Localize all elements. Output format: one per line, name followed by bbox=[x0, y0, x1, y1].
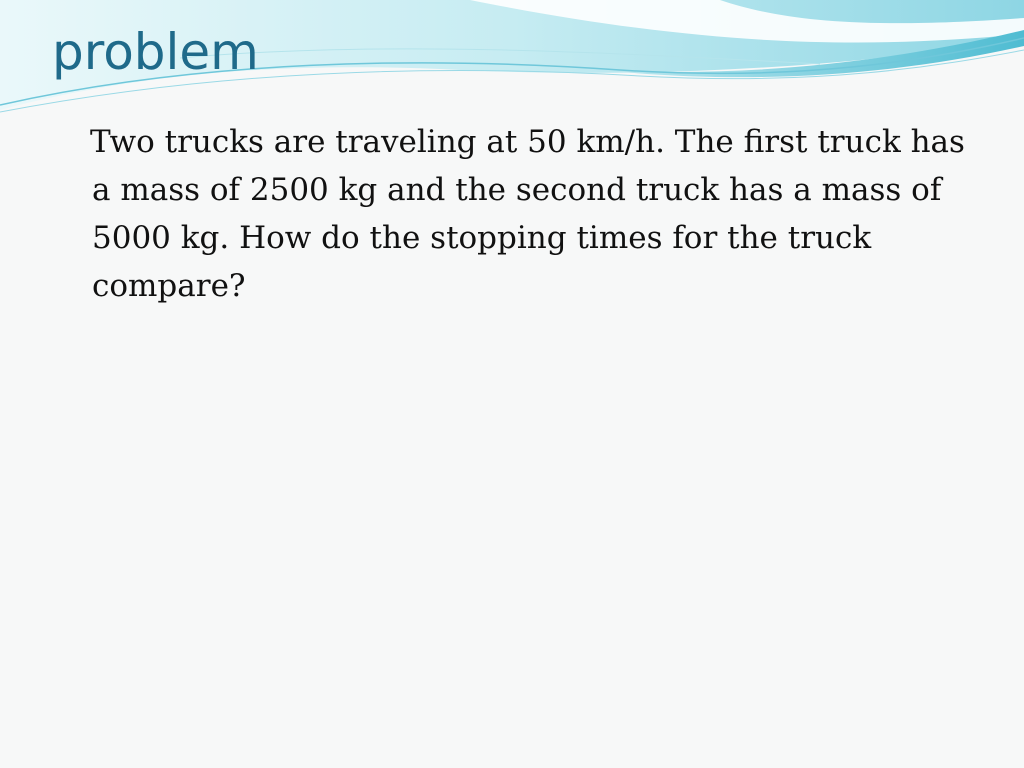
slide-title: problem bbox=[52, 23, 259, 81]
problem-text: Two trucks are traveling at 50 km/h. The first truck has a mass of 2500 kg and the second truck has a mass of 5000 kg. How do the stopping times for the truck compare? bbox=[90, 124, 965, 304]
